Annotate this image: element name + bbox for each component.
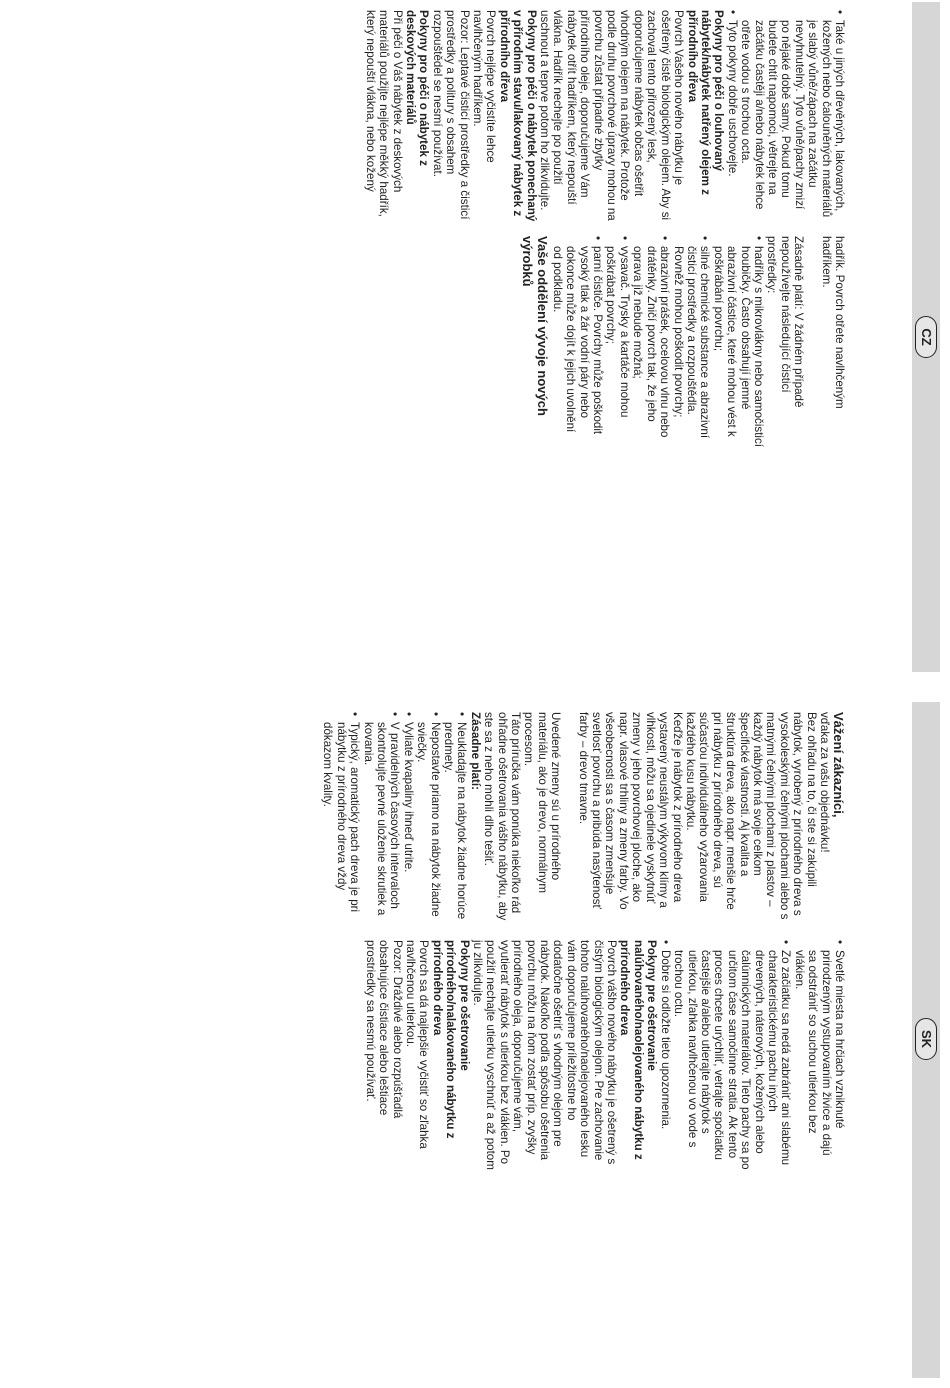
bullet-list	[321, 712, 468, 924]
list-item: • Typický, aromatický pach dreva je pri nábytku z prírodného dreva vždy dôkazom kvality.	[321, 712, 361, 924]
paragraph: Uvedené zmeny sú u prírodného materiálu, ako je drevo, normálnym procesom.	[522, 712, 563, 894]
paragraph: Povrch sa dá najlepšie vyčistiť so zľahka navlhčenou utierkou.	[404, 940, 431, 1149]
list-item: • abrazivní prášek, ocelovou vlnu nebo drátěnky. Zničí povrch tak, že jeho oprava již nebude možná;	[631, 236, 671, 448]
paragraph: vďaka za vašu objednávku!	[818, 712, 831, 853]
paragraph: Táto príručka vám ponúka niekoľko rád ohľadne ošetrovania vášho nábytku, aby ste sa z neho mohli dlho tešiť.	[482, 712, 523, 921]
paragraph: Pozor: Dráždivé alebo rozpúšťadlá obsahujúce čistiace alebo leštiace prostriedky sa nesmú používať.	[363, 940, 404, 1119]
cz-column-1	[363, 10, 846, 222]
sk-column-1	[321, 712, 846, 924]
section-heading: Pokyny pre ošetrovanie prírodného/nalakovaného nábytku z prírodného dreva	[430, 940, 471, 1139]
section-heading: Pokyny pre ošetrovanie nalúhovaného/naolejovaného nábytku z prírodného dreva	[618, 940, 659, 1160]
paragraph: hadřík. Povrch otřete navlhčeným hadříkem.	[819, 236, 846, 409]
bullet-list	[550, 236, 765, 448]
bullet-list	[658, 940, 846, 1170]
greeting-heading: Vážení zákazníci,	[831, 712, 846, 818]
paragraph: Bez ohľadu na to, či ste si zakúpili nábytok, vyrobený z prírodného dreva s vysokoleskými čelnými plochami alebo s matnými čelnými plochami z plastov – každý nábytok má svoje celkom špecifické vlastnosti. Aj kvalita a štruktúra dreva, ako napr. menšie hrče pri nábytku z prírodného dreva, sú súčasťou individuálneho vyžarovania každého kusu nábytku.	[683, 712, 818, 920]
language-badge-sk: SK	[915, 1018, 937, 1060]
list-item: • silné chemické substance a abrazivní čisticí prostředky a rozpouštědla. Rovněž mohou poškodit povrchy;	[671, 236, 711, 448]
sk-column-2	[363, 940, 846, 1170]
section-heading: Zásadne platí:	[468, 712, 482, 790]
list-item: • Nepostavte priamo na nábytok žiadne sviečky.	[415, 712, 442, 924]
cz-header-band	[912, 2, 940, 672]
paragraph: Keďže je nábytok z prírodného dreva vystavený neustálym výkyvom klímy a vlhkosti, môžu sa ojedinele vyskytnúť zmeny v jeho povrchovej ploche, ako napr. vlasové trhliny a zmeny farby. Vo všeobecnosti sa s časom zmenšuje svetlosť povrchu a pribúda nasýtenosť farby – drevo tmavne.	[576, 712, 684, 910]
list-item: • Zo začiatku sa nedá zabrániť ani slabému charakteristickému pachu iných drevených, náterových, kožených alebo čalúnnických materiálov. Tieto pachy sa po určitom čase samočinne stratia. Ak tento proces chcete urýchliť, vetrajte spočiatku častejšie a/alebo utierajte nábytok s utierkou, zľahka navlhčenou vo vode s trochou octu.	[672, 940, 793, 1170]
cz-column-2	[520, 236, 846, 448]
paragraph: Povrch vášho nového nábytku je ošetrený s čistým biologickým olejom. Pre zachovanie tohoto nalúhovaného/naolejovaného lesku vám doporučujeme príležitostne ho dodatočne ošetriť s vhodným olejom pre nábytok. Nakoľko podľa spôsobu ošetrenia povrchu môžu na ňom zostať príp. zvyšky prírodného oleja, doporučujeme vám, vyutierať nábytok s utierkou bez vlákien. Po použití nechajte utierku vyschnúť a až potom ju zlikvidujte.	[471, 940, 619, 1170]
section-heading: Pokyny pro péči o nábytek z deskových materiálů	[404, 10, 431, 166]
section-heading: Pokyny pro péči o nábytek ponechaný v přírodním stavu/lakovaný nábytek z přírodního dřeva	[497, 10, 538, 222]
list-item: • Svetlé miesta na hrčiach vzniknuté prirodzeným vystupovaním živice a dajú sa odstrániť so suchou utierkou bez vlákien.	[792, 940, 846, 1170]
list-item: • parní čističe. Povrchy může poškodit vysoký tlak a žár vodní páry nebo dokonce může dojít k jejich uvolnění od podkladu.	[550, 236, 604, 448]
list-item: • hadříky s mikrovlákny nebo samočisticí houbičky. Často obsahují jemné abrazivní částice, které mohou vést k poškrábání povrchu;	[711, 236, 765, 448]
signature-heading: Vaše oddělení vývoje nových výrobků	[520, 236, 551, 416]
paragraph: Povrch nejlépe vyčistíte lehce navlhčeným hadříkem.	[471, 10, 498, 163]
language-badge-cz: CZ	[915, 316, 937, 358]
list-item: • Tyto pokyny dobře uschovejte.	[725, 10, 738, 222]
list-item: • Neukladajte na nábytok žiadne horúce predmety.	[442, 712, 469, 924]
paragraph: Povrch Vašeho nového nábytku je ošetřený čistě biologickým olejem. Aby si zachoval tento přirozený lesk, doporučujeme nábytek občas ošetřit vhodným olejem na nábytek. Protože podle druhu povrchové úpravy mohou na povrchu zůstat případné zbytky přírodního oleje, doporučujeme Vám nábytek otřít hadříkem, který nepouští vlákna. Hadřík nechejte po použití uschnout a teprve potom ho zlikvidujte.	[538, 10, 686, 221]
list-item: • V pravidelných časových intervaloch skontrolujte pevné uloženie skrutiek a kovania.	[361, 712, 401, 924]
list-item: • Dobre si odložte tieto upozornenia.	[658, 940, 671, 1170]
sk-header-band	[912, 702, 940, 1378]
list-item: • vysavač. Trysky a kartáče mohou poškrábat povrchy;	[604, 236, 631, 448]
paragraph: Zásadně platí: V žádném případě nepoužívejte následující čisticí prostředky:	[765, 236, 806, 408]
paragraph: Pozor: Leptavé čisticí prostředky a čisticí prostředky a politury s obsahem rozpouštědel se nesmí používat.	[430, 10, 471, 220]
bullet-list	[725, 10, 846, 222]
paragraph: Při péči o Váš nábytek z deskových materiálů použijte nejlépe měkký hadřík, který nepouští vlákna, nebo kožený	[363, 10, 404, 217]
section-heading: Pokyny pro péči o louhovaný nábytek/nábytek natřený olejem z přírodního dřeva	[685, 10, 726, 195]
list-item: • Také u jiných dřevěných, lakovaných, kožených nebo čalouněných materiálů je slabý vůně/zápach na začátku nevyhnutelný. Tyto vůně/pachy zmizí po nějaké době samy. Pokud tomu budete chtít napomoci, větrejte na začátku častěji a/nebo nábytek lehce otřete vodou s trochou octa.	[739, 10, 846, 222]
list-item: • Vyliate kvapaliny ihneď utrite.	[401, 712, 414, 924]
